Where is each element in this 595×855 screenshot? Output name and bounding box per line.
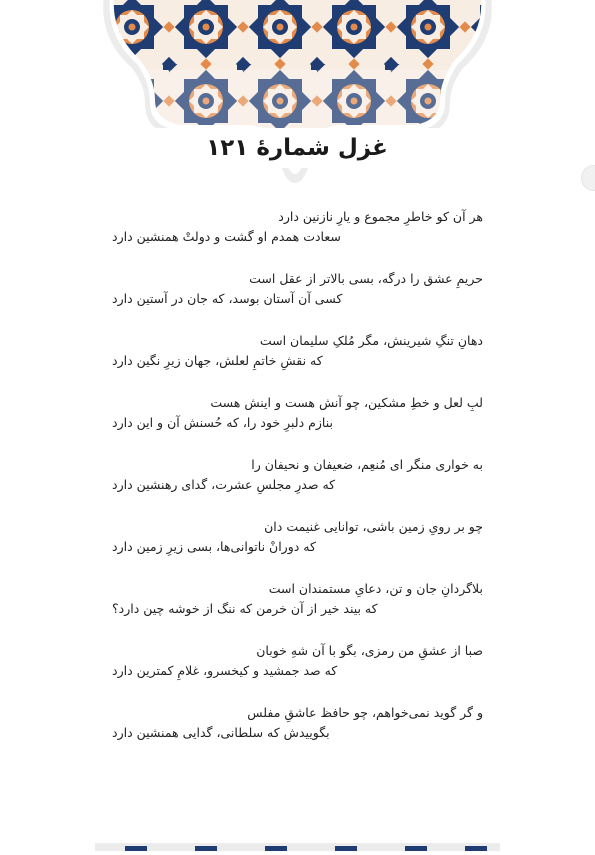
second-hemistich: که صد جمشید و کیخسرو، غلامِ کمترین دارد (112, 663, 338, 678)
second-hemistich: که نقشِ خاتمِ لعلش، جهان زیرِ نگین دارد (112, 353, 323, 368)
second-hemistich: که دورانْ ناتوانی‌ها، بسی زیرِ زمین دارد (112, 539, 316, 554)
second-hemistich: که صدرِ مجلسِ عشرت، گدای رهنشین دارد (112, 477, 336, 492)
couplet (112, 331, 483, 371)
couplet (112, 269, 483, 309)
bottom-ornament (95, 836, 500, 844)
first-hemistich: و گر گوید نمی‌خواهم، چو حافظ عاشقِ مفلس (247, 705, 483, 720)
first-hemistich: حریمِ عشق را درگه، بسی بالاتر از عقل است (249, 271, 483, 286)
couplet (112, 455, 483, 495)
second-hemistich: بگوییدش که سلطانی، گدایی همنشین دارد (112, 725, 330, 740)
first-hemistich: لبِ لعل و خطِ مشکین، چو آنش هست و اینش هست (210, 395, 483, 410)
edge-ornament (581, 165, 595, 191)
first-hemistich: چو بر رویِ زمین باشی، توانایی غنیمت دان (264, 519, 483, 534)
couplet (112, 641, 483, 681)
first-hemistich: هر آن کو خاطرِ مجموع و یارِ نازنین دارد (278, 209, 483, 224)
second-hemistich: سعادت همدم او گشت و دولتْ همنشین دارد (112, 229, 341, 244)
first-hemistich: به خواری منگر ای مُنعِم، ضعیفان و نحیفان را (251, 457, 483, 472)
couplet (112, 517, 483, 557)
couplet (112, 703, 483, 743)
page-title: غزل شمارهٔ ۱۲۱ (206, 135, 388, 161)
couplet (112, 579, 483, 619)
second-hemistich: که بیند خیر از آن خرمن که ننگ از خوشه چین دارد؟ (112, 601, 378, 616)
first-hemistich: دهانِ تنگِ شیرینش، مگر مُلکِ سلیمان است (259, 333, 483, 348)
second-hemistich: کسی آن آستان بوسد، که جان در آستین دارد (112, 291, 343, 306)
first-hemistich: بلاگردانِ جان و تن، دعایِ مستمندان است (268, 581, 483, 596)
couplet (112, 393, 483, 433)
first-hemistich: صبا از عشقِ من رمزی، بگو با آن شهِ خوبان (256, 643, 483, 658)
second-hemistich: بنازم دلبرِ خود را، که حُسنش آن و این دارد (112, 415, 333, 430)
title-band (112, 128, 482, 168)
tile-strip-icon (95, 843, 500, 851)
couplet (112, 207, 483, 247)
poem-body (112, 207, 483, 765)
